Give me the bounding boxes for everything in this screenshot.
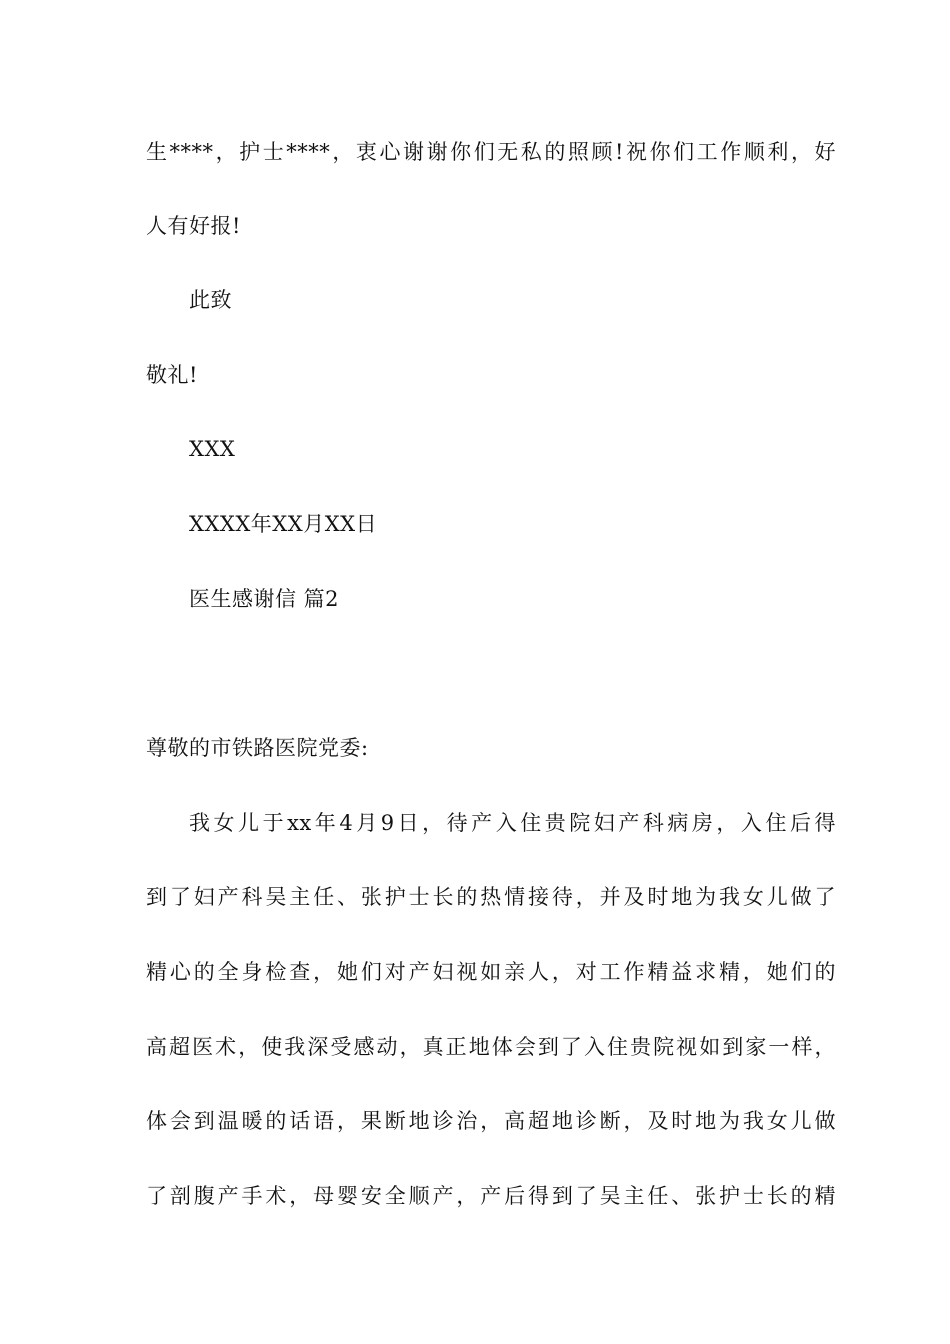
section-heading: 医生感谢信 篇2	[189, 587, 340, 611]
letter1-body-line-1: 生****，护士****，衷心谢谢你们无私的照顾!祝你们工作顺利，好	[146, 140, 836, 164]
letter2-paragraph-line: 精心的全身检查，她们对产妇视如亲人，对工作精益求精，她们的	[146, 960, 836, 984]
closing-line-1: 此致	[189, 288, 232, 312]
closing-line-2: 敬礼!	[146, 363, 198, 387]
letter1-body-line-2: 人有好报!	[146, 214, 241, 238]
letter2-paragraph-line: 高超医术，使我深受感动，真正地体会到了入住贵院视如到家一样，	[146, 1035, 836, 1059]
date: XXXX年XX月XX日	[189, 512, 378, 536]
letter2-paragraph-line: 我女儿于xx年4月9日，待产入住贵院妇产科病房，入住后得	[189, 811, 836, 835]
letter2-salutation: 尊敬的市铁路医院党委:	[146, 736, 369, 760]
letter2-paragraph-line: 到了妇产科吴主任、张护士长的热情接待，并及时地为我女儿做了	[146, 885, 836, 909]
letter2-paragraph-line: 了剖腹产手术，母婴安全顺产，产后得到了吴主任、张护士长的精	[146, 1184, 836, 1208]
signature: XXX	[189, 437, 236, 461]
letter2-paragraph-line: 体会到温暖的话语，果断地诊治，高超地诊断，及时地为我女儿做	[146, 1109, 836, 1133]
